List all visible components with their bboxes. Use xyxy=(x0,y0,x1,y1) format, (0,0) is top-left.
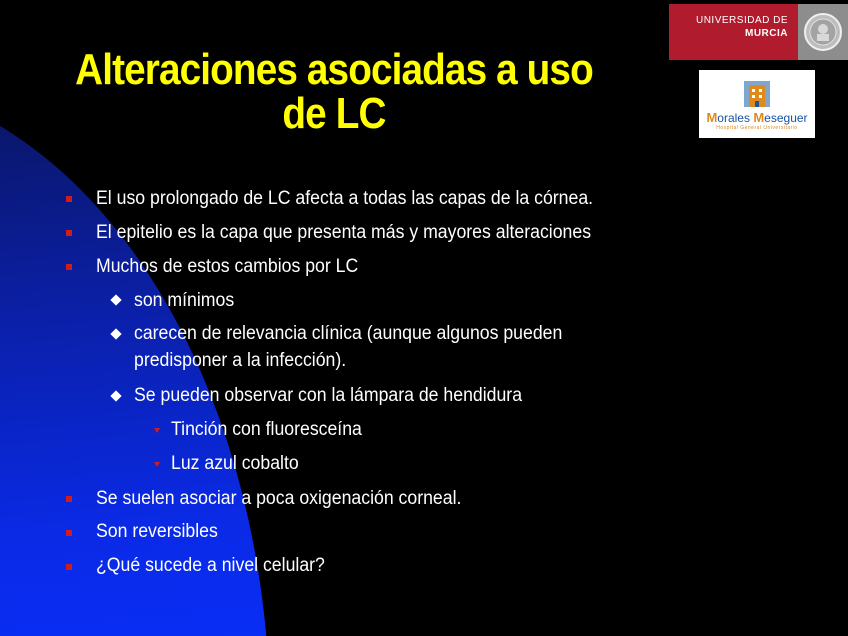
hospital-name-rest-1: orales xyxy=(717,111,754,125)
hospital-name-cap-1: M xyxy=(706,110,718,125)
hospital-name-cap-2: M xyxy=(753,110,765,125)
hospital-subtitle: Hospital General Universitario xyxy=(716,125,798,131)
bullet-text-continuation: predisponer a la infección). xyxy=(134,350,347,371)
bullet-item xyxy=(96,254,378,280)
bullet-item xyxy=(96,186,630,212)
bullet-triangle-icon xyxy=(154,462,160,467)
bullet-text: Se pueden observar con la lámpara de hendidura xyxy=(134,385,523,406)
bullet-item xyxy=(96,220,628,246)
bullet-diamond-icon xyxy=(110,294,121,305)
bullet-text: son mínimos xyxy=(134,290,235,311)
bullet-text: Muchos de estos cambios por LC xyxy=(96,256,359,277)
bullet-square-icon xyxy=(66,496,72,502)
title-line-2: de LC xyxy=(282,89,386,138)
bullet-text: Luz azul cobalto xyxy=(171,453,299,474)
bullet-text: Tinción con fluoresceína xyxy=(171,419,362,440)
sub-sub-bullet-item xyxy=(171,451,308,477)
universidad-line-2: MURCIA xyxy=(745,28,788,39)
bullet-text: ¿Qué sucede a nivel celular? xyxy=(96,555,325,576)
bullet-text: El uso prolongado de LC afecta a todas las capas de la córnea. xyxy=(96,188,594,209)
bullet-diamond-icon xyxy=(110,328,121,339)
sub-bullet-item xyxy=(134,383,551,409)
bullet-item xyxy=(96,486,489,512)
bullet-item xyxy=(96,553,342,579)
bullet-item xyxy=(96,519,227,545)
bullet-square-icon xyxy=(66,530,72,536)
sub-sub-bullet-item xyxy=(171,417,376,443)
universidad-line-1: UNIVERSIDAD DE xyxy=(695,15,788,26)
bullet-triangle-icon xyxy=(154,428,160,433)
bullet-text: El epitelio es la capa que presenta más y mayores alteraciones xyxy=(96,222,592,243)
bullet-square-icon xyxy=(66,230,72,236)
bullet-text: Se suelen asociar a poca oxigenación corneal. xyxy=(96,488,462,509)
bullet-square-icon xyxy=(66,264,72,270)
sub-bullet-continuation xyxy=(134,348,362,374)
bullet-text: carecen de relevancia clínica (aunque algunos pueden xyxy=(134,323,563,344)
bullet-diamond-icon xyxy=(110,390,121,401)
bullet-square-icon xyxy=(66,564,72,570)
sub-bullet-item xyxy=(134,288,242,314)
bullet-square-icon xyxy=(66,196,72,202)
sub-bullet-item xyxy=(134,321,595,347)
title-line-1: Alteraciones asociadas a uso xyxy=(75,45,593,94)
bullet-text: Son reversibles xyxy=(96,521,218,542)
hospital-name-rest-2: eseguer xyxy=(764,111,808,125)
